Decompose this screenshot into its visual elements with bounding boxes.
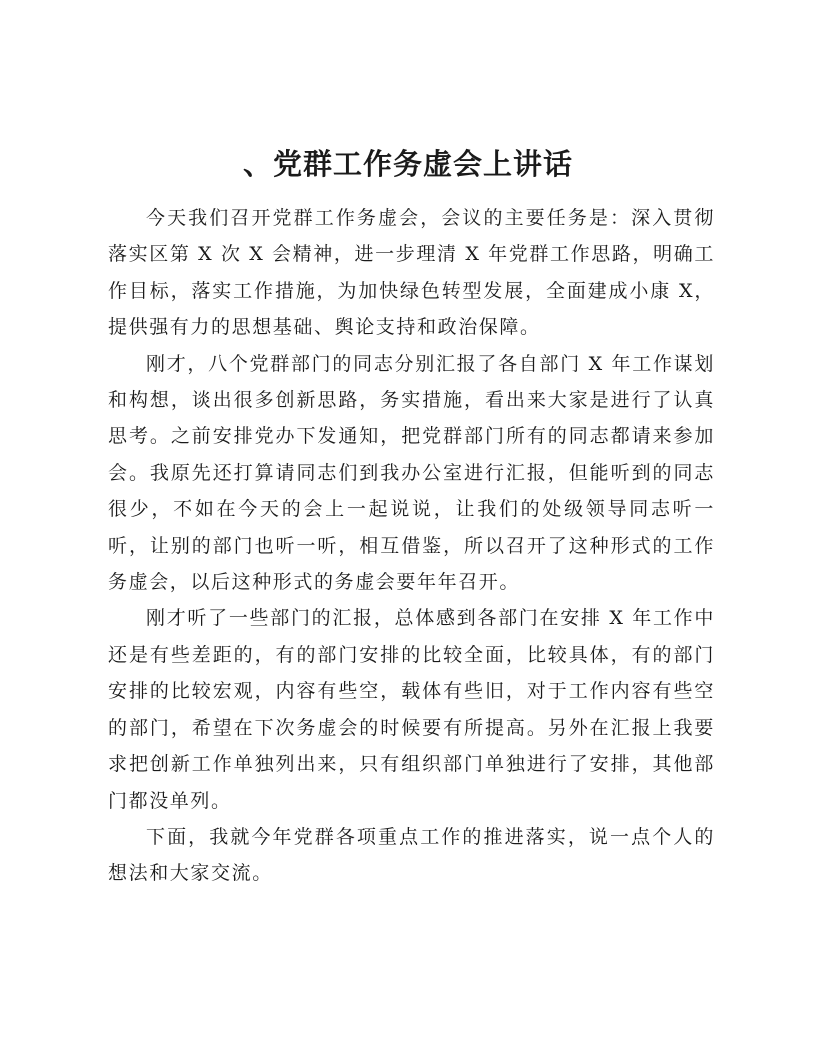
paragraph-3: 刚才听了一些部门的汇报，总体感到各部门在安排 X 年工作中还是有些差距的，有的部门安排的比较全面，比较具体，有的部门安排的比较宏观，内容有些空，载体有些旧，对于工作内容有些空的部门，希望在下次务虚会的时候要有所提高。另外在汇报上我要求把创新工作单独列出来，只有组织部门单独进行了安排，其他部门都没单列。 xyxy=(108,607,715,812)
paragraph-2: 刚才，八个党群部门的同志分别汇报了各自部门 X 年工作谋划和构想，谈出很多创新思路，务实措施，看出来大家是进行了认真思考。之前安排党办下发通知，把党群部门所有的同志都请来参加会。我原先还打算请同志们到我办公室进行汇报，但能听到的同志很少，不如在今天的会上一起说说，让我们的处级领导同志听一听，让别的部门也听一听，相互借鉴，所以召开了这种形式的工作务虚会，以后这种形式的务虚会要年年召开。 xyxy=(108,352,715,594)
document-body xyxy=(108,200,715,892)
document-title: 、党群工作务虚会上讲话 xyxy=(242,147,573,181)
paragraph-1: 今天我们召开党群工作务虚会，会议的主要任务是：深入贯彻落实区第 X 次 X 会精神，进一步理清 X 年党群工作思路，明确工作目标，落实工作措施，为加快绿色转型发展，全面建成小康 X，提供强有力的思想基础、舆论支持和政治保障。 xyxy=(108,207,715,339)
paragraph-4: 下面，我就今年党群各项重点工作的推进落实，说一点个人的想法和大家交流。 xyxy=(108,825,715,885)
